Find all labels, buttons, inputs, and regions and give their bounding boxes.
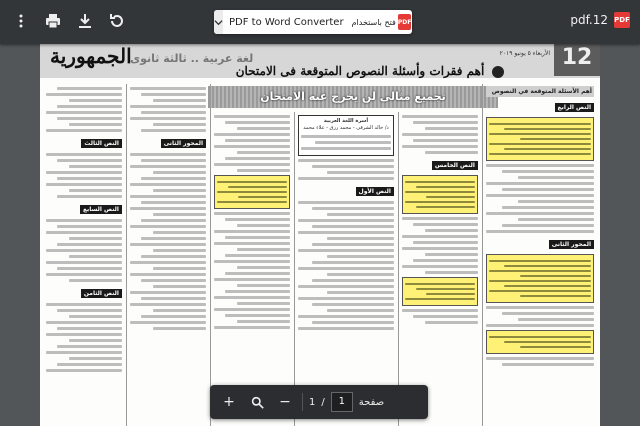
print-icon	[45, 13, 61, 29]
column-1	[46, 84, 122, 426]
staff-box-names: د/ خالد الشرقى - محمد رزق - علاء محمد	[303, 125, 389, 131]
headline: أهم فقرات وأسئلة النصوص المتوقعة فى الامتحان	[235, 64, 485, 78]
zoom-in-button[interactable]: +	[223, 394, 235, 410]
zoom-search-button[interactable]	[246, 391, 268, 413]
masthead-subtitle: لغة عربية .. ثالثة ثانوى	[130, 52, 254, 65]
chevron-down-icon[interactable]	[214, 10, 223, 34]
page-separator: /	[321, 396, 325, 408]
column-5	[402, 112, 478, 426]
pdf-file-icon: PDF	[398, 14, 411, 30]
column-rule	[482, 84, 483, 426]
section-heading: النص الخامس	[432, 161, 478, 170]
date-line: الأربعاء ٥ يونيو ٢٠١٩	[499, 50, 550, 57]
column-6	[486, 84, 594, 426]
newspaper-logo: الجمهورية	[50, 44, 132, 68]
column-rule	[126, 84, 127, 426]
column-rule	[398, 112, 399, 426]
download-button[interactable]	[72, 8, 98, 34]
page-number-input[interactable]: 1	[331, 392, 353, 412]
rotate-button[interactable]	[104, 8, 130, 34]
converter-label: PDF to Word Converter	[229, 16, 344, 28]
page-zoom-bar	[210, 385, 428, 419]
section-heading: المحور الثانى	[549, 240, 594, 249]
pdf-to-word-converter[interactable]	[214, 10, 412, 34]
more-options-button[interactable]	[8, 8, 34, 34]
section-heading: المحور الثانى	[161, 139, 206, 148]
column-2	[130, 84, 206, 426]
section-heading: النص الثالث	[81, 139, 122, 148]
page-number-box: 12	[554, 20, 600, 76]
download-icon	[77, 13, 93, 29]
separator	[302, 393, 303, 411]
rotate-icon	[109, 13, 125, 29]
page-label: صفحة	[358, 396, 385, 408]
print-button[interactable]	[40, 8, 66, 34]
file-name: pdf.12	[570, 13, 608, 27]
pdf-viewer-toolbar	[0, 0, 640, 44]
file-title-area	[570, 12, 630, 28]
section-heading: النص الثامن	[81, 289, 122, 298]
column-4	[298, 112, 394, 426]
right-column-heading: أهم الأسئلة المتوقعة في النصوص	[486, 86, 594, 97]
converter-action: فتح باستخدام	[351, 17, 396, 27]
section-heading: النص الأول	[356, 187, 395, 196]
zoom-out-button[interactable]: −	[279, 394, 291, 410]
staff-box-title: أسرة اللغة العربية	[323, 118, 369, 124]
more-vertical-icon	[13, 13, 29, 29]
magnifier-icon	[251, 396, 264, 409]
column-3	[214, 112, 290, 426]
pdf-page	[40, 0, 600, 426]
pdf-badge-icon: PDF	[614, 12, 630, 28]
subhead-banner: تجميع مثالى لن يخرج عنه الامتحان	[208, 86, 498, 108]
section-heading: النص الرابع	[555, 103, 594, 112]
toolbar-actions	[8, 8, 130, 34]
column-rule	[210, 84, 211, 426]
staff-box	[298, 115, 394, 156]
total-pages: 1	[309, 396, 316, 408]
column-rule	[294, 112, 295, 426]
section-heading: النص السابع	[80, 205, 122, 214]
